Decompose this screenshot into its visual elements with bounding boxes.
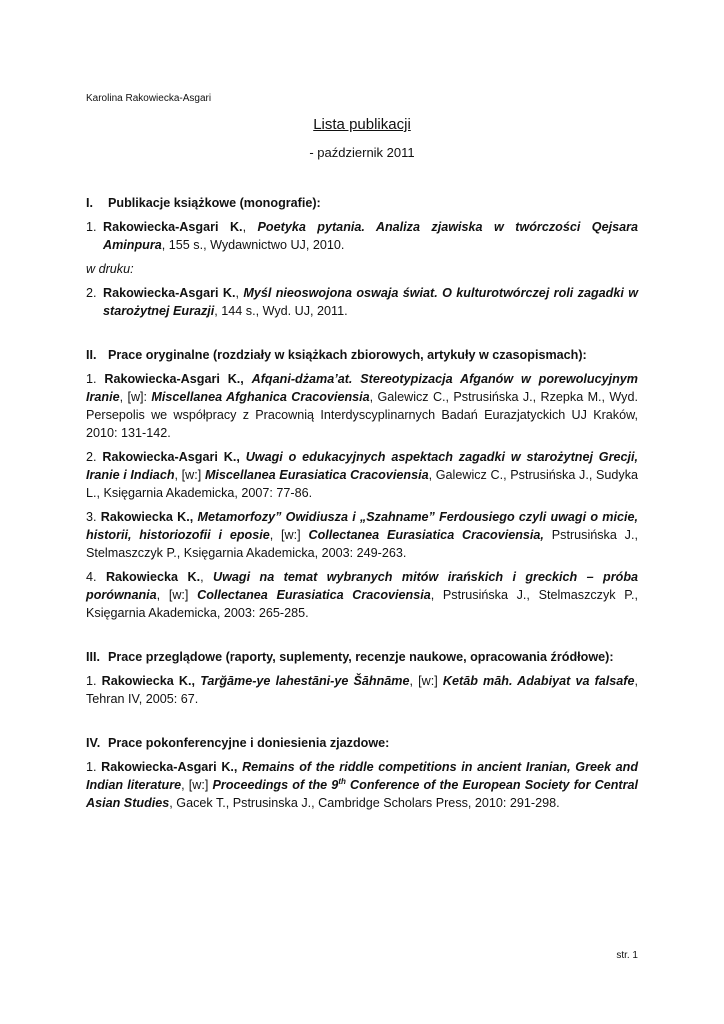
section-heading-4 [86, 734, 638, 752]
entry-number: 2. [86, 286, 97, 300]
entry-separator: , [235, 286, 244, 300]
entry-details: Pstrusińska J., Stelmaszczyk P., Księgarnia Akademicka, 2003: 249-263. [86, 528, 638, 560]
entry-details: , 144 s., Wyd. UJ, 2011. [214, 304, 348, 318]
entry-details: , Galewicz C., Pstrusińska J., Sudyka L., Księgarnia Akademicka, 2007: 77-86. [86, 468, 638, 500]
section-gap [86, 628, 638, 648]
list-item [86, 284, 638, 320]
entry-book-title: Miscellanea Afghanica Cracoviensia [151, 390, 370, 404]
section-heading-1 [86, 194, 638, 212]
entry-in: , [w:] [269, 528, 309, 542]
ordinal-suffix: th [338, 776, 346, 786]
entry-in: , [w:] [156, 588, 198, 602]
entry-separator: , [200, 570, 214, 584]
entry-work-title: Remains of the riddle competitions in ancient Iranian, Greek and Indian literature [86, 760, 639, 792]
entry-author: Rakowiecka-Asgari K., [101, 760, 238, 774]
entry-number: 1. [86, 220, 97, 234]
section-title: Prace przeglądowe (raporty, suplementy, recenzje naukowe, opracowania źródłowe): [108, 650, 614, 664]
entry-work-title: Uwagi na temat wybranych mitów irańskich i greckich – próba porównania [86, 570, 639, 602]
entry-book-title-start: Proceedings of the 9 [212, 778, 339, 792]
list-item [86, 672, 638, 708]
entry-work-title: Uwagi o edukacyjnych aspektach zagadki w starożytnej Grecji, Iranie i Indiach [86, 450, 639, 482]
page-number: str. 1 [616, 950, 638, 961]
section-title: Prace pokonferencyjne i doniesienia zjazdowe: [108, 736, 390, 750]
section-number: I. [86, 196, 93, 210]
entry-work-title: Poetyka pytania. Analiza zjawiska w twórczości Qejsara Aminpura [103, 220, 639, 252]
entry-author: Rakowiecka K., [101, 674, 196, 688]
entry-number: 1. [86, 674, 97, 688]
section-gap [86, 714, 638, 734]
entry-details: , 155 s., Wydawnictwo UJ, 2010. [161, 238, 345, 252]
section-title: Publikacje książkowe (monografie): [108, 196, 321, 210]
document-date: - październik 2011 [309, 145, 415, 160]
section-heading-3 [86, 648, 638, 666]
entry-separator: , [242, 220, 258, 234]
entry-author: Rakowiecka K. [105, 570, 201, 584]
section-heading-2 [86, 346, 638, 364]
entry-in: , [w:] [409, 674, 443, 688]
publication-list [86, 194, 638, 818]
entry-body [103, 284, 638, 320]
entry-details: , Gacek T., Pstrusinska J., Cambridge Scholars Press, 2010: 291-298. [169, 796, 560, 810]
entry-book-title: Miscellanea Eurasiatica Cracoviensia [204, 468, 429, 482]
document-author: Karolina Rakowiecka-Asgari [86, 93, 212, 104]
entry-in: , [w:] [174, 468, 205, 482]
entry-author: Rakowiecka-Asgari K. [103, 286, 236, 300]
entry-number: 3. [86, 510, 97, 524]
entry-number: 2. [86, 450, 97, 464]
entry-author: Rakowiecka-Asgari K., [102, 450, 240, 464]
page-title: Lista publikacji [313, 116, 411, 133]
entry-author: Rakowiecka K., [100, 510, 194, 524]
entry-book-title: Collectanea Eurasiatica Cracoviensia, [308, 528, 544, 542]
entry-number: 1. [86, 372, 97, 386]
list-item [86, 218, 638, 254]
list-item [86, 758, 638, 812]
entry-number: 4. [86, 570, 97, 584]
entry-details: , Tehran IV, 2005: 67. [86, 674, 639, 706]
section-gap [86, 326, 638, 346]
section-number: III. [86, 650, 100, 664]
entry-work-title: Myśl nieoswojona oswaja świat. O kulturotwórczej roli zagadki w starożytnej Eurazji [103, 286, 639, 318]
entry-in: , [w]: [119, 390, 152, 404]
list-item [86, 370, 638, 442]
entry-author: Rakowiecka-Asgari K. [103, 220, 243, 234]
in-press-note: w druku: [86, 262, 134, 276]
list-item [86, 448, 638, 502]
section-number: IV. [86, 736, 101, 750]
list-item [86, 508, 638, 562]
section-number: II. [86, 348, 97, 362]
entry-details: , Pstrusińska J., Stelmaszczyk P., Księgarnia Akademicka, 2003: 265-285. [86, 588, 638, 620]
entry-in: , [w:] [181, 778, 213, 792]
entry-book-title: Collectanea Eurasiatica Cracoviensia [197, 588, 431, 602]
entry-body [103, 218, 638, 254]
list-item [86, 568, 638, 622]
entry-book-title-end: Conference of the European Society for Central Asian Studies [86, 778, 639, 810]
section-title: Prace oryginalne (rozdziały w książkach zbiorowych, artykuły w czasopismach): [108, 348, 587, 362]
entry-details: , Galewicz C., Pstrusińska J., Rzepka M., Wyd. Persepolis we współpracy z Pracownią Interdyscyplinarnych Badań Eurazjatyckich UJ Kraków, 2010: 131-142. [86, 390, 638, 440]
entry-work-title: Tarğāme-ye lahestāni-ye Šāhnāme [200, 674, 410, 688]
entry-book-title: Ketāb māh. Adabiyat va falsafe [442, 674, 635, 688]
entry-number: 1. [86, 760, 97, 774]
entry-work-title: Metamorfozy” Owidiusza i „Szahname” Ferdousiego czyli uwagi o micie, historii, historiozofii i eposie [86, 510, 639, 542]
entry-author: Rakowiecka-Asgari K., [104, 372, 244, 386]
entry-work-title: Afqani-dżama’at. Stereotypizacja Afganów w porewolucyjnym Iranie [86, 372, 639, 404]
